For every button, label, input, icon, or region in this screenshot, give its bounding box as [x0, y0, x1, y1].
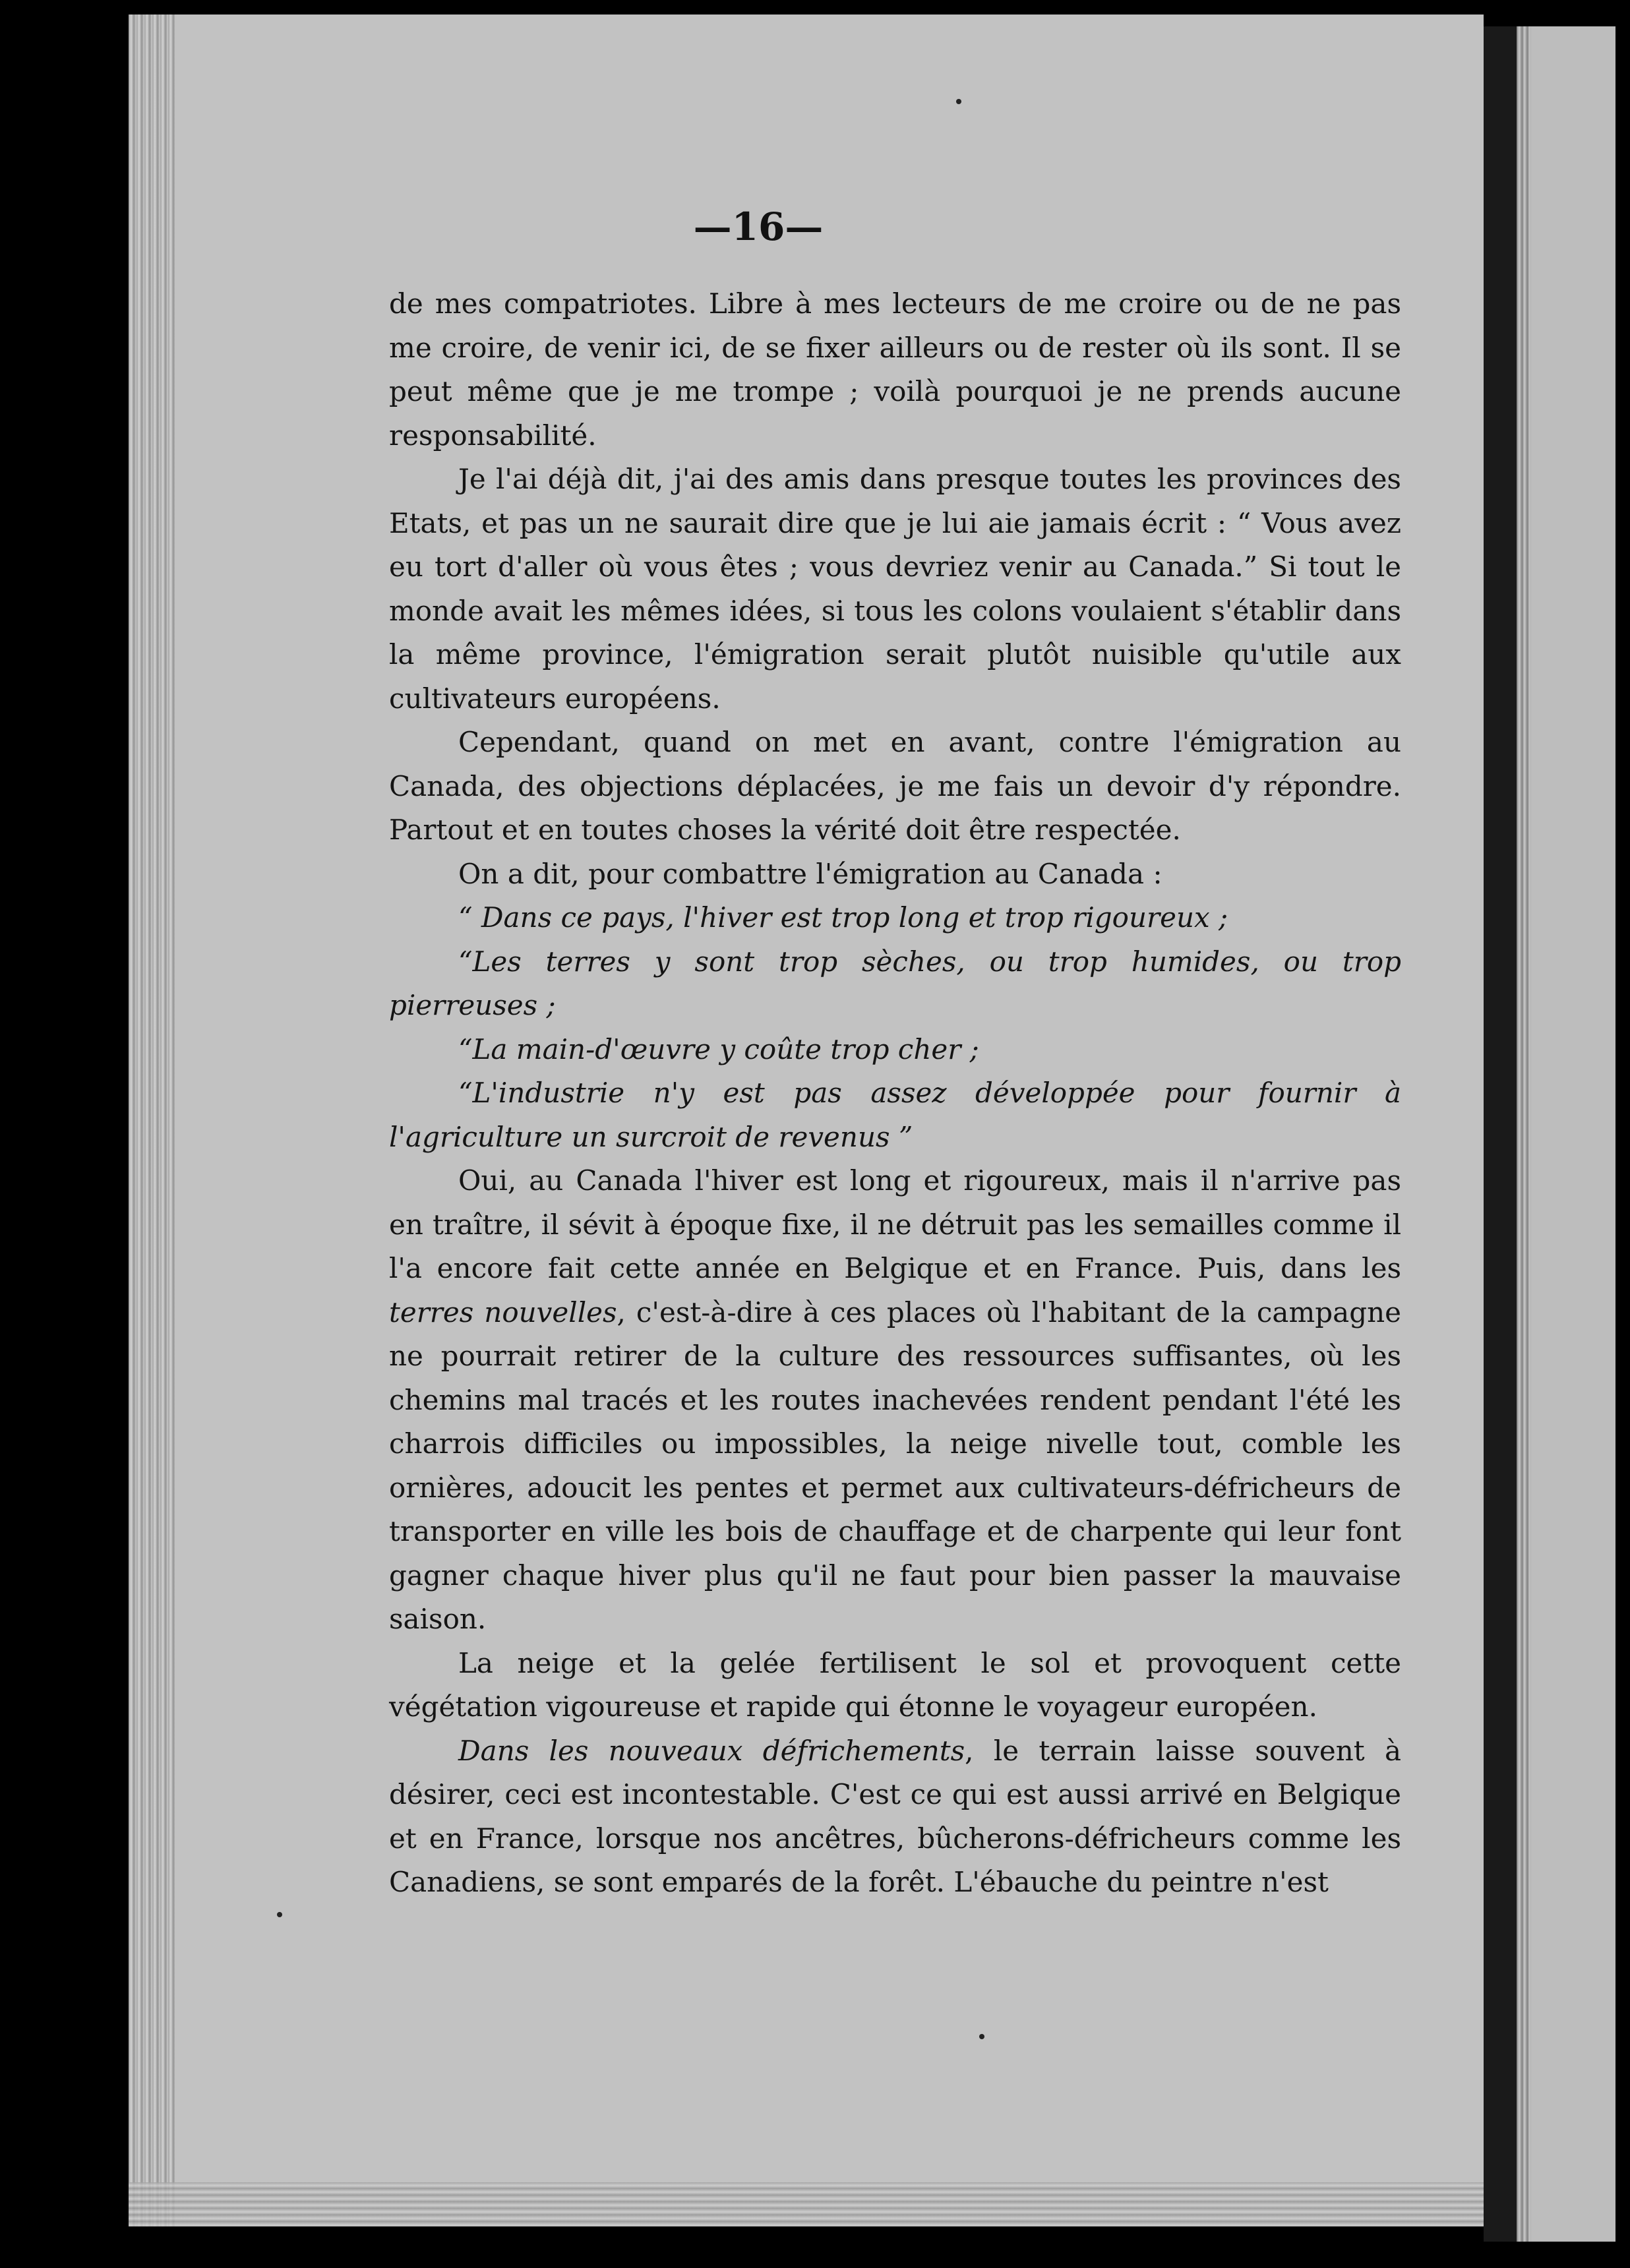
- paragraph: La neige et la gelée fertilisent le sol et provoquent cette végétation vigoureuse et rapide qui étonne le voyageur européen.: [389, 1646, 1401, 1723]
- page-number: —16—: [693, 204, 824, 249]
- book-gutter: [1484, 26, 1517, 2242]
- facing-page-edge: [1517, 26, 1531, 2242]
- page-body-text: [389, 282, 1401, 1905]
- paragraph: “L'industrie n'y est pas assez développée pour fournir à l'agriculture un surcroit de revenus ”: [389, 1077, 1401, 1153]
- paragraph: Je l'ai déjà dit, j'ai des amis dans presque toutes les provinces des Etats, et pas un ne saurait dire que je lui aie jamais écrit : “ Vous avez eu tort d'aller où vous êtes ; vous devriez venir au Canada.” Si tout le monde avait les mêmes idées, si tous les colons voulaient s'établir dans la même province, l'émigration serait plutôt nuisible qu'utile aux cultivateurs européens.: [389, 463, 1401, 715]
- paragraph: “Les terres y sont trop sèches, ou trop humides, ou trop pierreuses ;: [389, 945, 1401, 1021]
- paragraph: “ Dans ce pays, l'hiver est trop long et trop rigoureux ;: [458, 901, 1228, 934]
- facing-page: [1517, 26, 1615, 2242]
- page-stack-edge: [129, 15, 175, 2226]
- page-bottom-edge: [129, 2182, 1484, 2226]
- paragraph: On a dit, pour combattre l'émigration au Canada :: [458, 857, 1162, 890]
- italic-run: terres nouvelles: [389, 1296, 617, 1328]
- scan-speck: [277, 1912, 282, 1917]
- paragraph: [389, 1729, 1401, 1905]
- text-run: Oui, au Canada l'hiver est long et rigoureux, mais il n'arrive pas en traître, il sévit à époque fixe, il ne détruit pas les semailles comme il l'a encore fait cette année en Belgique et en France. Puis, dans les: [389, 1164, 1401, 1284]
- paragraph: [389, 1159, 1401, 1642]
- text-run: , le terrain laisse souvent à désirer, ceci est incontestable. C'est ce qui est aussi arrivé en Belgique et en France, lorsque nos ancêtres, bûcherons-défricheurs comme les Canadiens, se sont emparés de la forêt. L'ébauche du peintre n'est: [389, 1734, 1401, 1898]
- text-run: , c'est-à-dire à ces places où l'habitant de la campagne ne pourrait retirer de la culture des ressources suffisantes, où les chemins mal tracés et les routes inachevées rendent pendant l'été les charrois difficiles ou impossibles, la neige nivelle tout, comble les ornières, adoucit les pentes et permet aux cultivateurs-défricheurs de transporter en ville les bois de chauffage et de charpente qui leur font gagner chaque hiver plus qu'il ne faut pour bien passer la mauvaise saison.: [389, 1296, 1402, 1635]
- paragraph: de mes compatriotes. Libre à mes lecteurs de me croire ou de ne pas me croire, de venir ici, de se fixer ailleurs ou de rester où ils sont. Il se peut même que je me trompe ; voilà pourquoi je ne prends aucune responsabilité.: [389, 287, 1401, 452]
- paragraph: “La main-d'œuvre y coûte trop cher ;: [458, 1032, 979, 1065]
- italic-run: Dans les nouveaux défrichements: [458, 1734, 965, 1767]
- paragraph: Cependant, quand on met en avant, contre l'émigration au Canada, des objections déplacées, je me fais un devoir d'y répondre. Partout et en toutes choses la vérité doit être respectée.: [389, 726, 1401, 846]
- scan-speck: [979, 2034, 984, 2039]
- scan-speck: [956, 99, 961, 104]
